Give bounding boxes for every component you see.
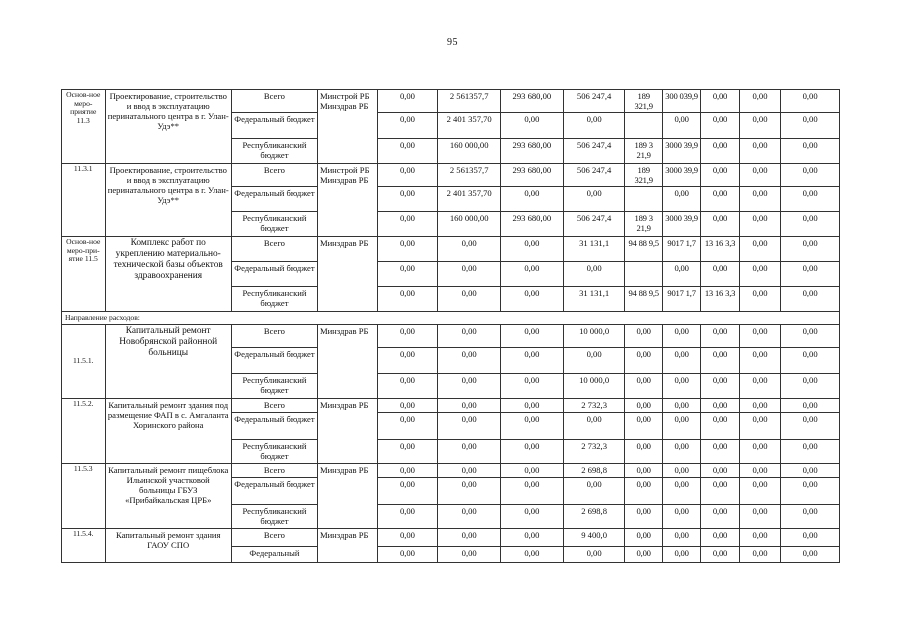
funding-source: Федеральный бюджет — [231, 262, 317, 287]
value-cell: 0,00 — [438, 262, 501, 287]
value-cell: 0,00 — [701, 212, 739, 237]
funding-source: Республиканский бюджет — [231, 139, 317, 164]
value-cell: 3000 39,9 — [662, 164, 700, 187]
measure-code: 11.5.3 — [62, 464, 106, 529]
value-cell: 0,00 — [438, 478, 501, 505]
funding-source: Федеральный бюджет — [231, 113, 317, 139]
value-cell: 0,00 — [781, 164, 840, 187]
measure-name: Капитальный ремонт здания под размещение ФАП в с. Амгаланта Хоринского района — [105, 399, 231, 464]
value-cell: 0,00 — [781, 325, 840, 348]
value-cell: 0,00 — [377, 212, 438, 237]
value-cell: 189 3 21,9 — [625, 139, 662, 164]
funding-source: Федеральный бюджет — [231, 187, 317, 212]
value-cell: 0,00 — [739, 113, 780, 139]
value-cell: 0,00 — [563, 187, 625, 212]
value-cell: 0,00 — [739, 90, 780, 113]
value-cell: 0,00 — [701, 164, 739, 187]
value-cell — [625, 113, 662, 139]
value-cell: 0,00 — [438, 374, 501, 399]
table-row — [62, 164, 840, 187]
value-cell: 94 88 9,5 — [625, 287, 662, 312]
value-cell: 0,00 — [701, 90, 739, 113]
value-cell: 293 680,00 — [501, 212, 564, 237]
funding-source: Всего — [231, 325, 317, 348]
value-cell: 293 680,00 — [501, 90, 564, 113]
value-cell: 0,00 — [501, 237, 564, 262]
value-cell: 94 88 9,5 — [625, 237, 662, 262]
value-cell: 0,00 — [739, 440, 780, 464]
value-cell: 160 000,00 — [438, 212, 501, 237]
value-cell: 0,00 — [377, 374, 438, 399]
executor: Минстрой РБ Минздрав РБ — [317, 164, 377, 237]
value-cell: 0,00 — [701, 325, 739, 348]
value-cell: 0,00 — [501, 464, 564, 478]
value-cell: 2 561357,7 — [438, 164, 501, 187]
value-cell: 10 000,0 — [563, 325, 625, 348]
value-cell: 0,00 — [662, 413, 700, 440]
value-cell: 0,00 — [781, 287, 840, 312]
value-cell: 0,00 — [739, 287, 780, 312]
value-cell: 0,00 — [625, 478, 662, 505]
value-cell: 0,00 — [377, 464, 438, 478]
budget-table — [61, 89, 840, 563]
value-cell: 9017 1,7 — [662, 237, 700, 262]
value-cell: 0,00 — [781, 505, 840, 529]
value-cell: 0,00 — [501, 547, 564, 563]
value-cell: 0,00 — [501, 374, 564, 399]
measure-name: Капитальный ремонт здания ГАОУ СПО — [105, 529, 231, 563]
value-cell: 0,00 — [377, 187, 438, 212]
value-cell: 0,00 — [501, 287, 564, 312]
section-heading: Направление расходов: — [62, 312, 840, 325]
value-cell: 0,00 — [781, 464, 840, 478]
value-cell: 0,00 — [377, 529, 438, 547]
value-cell: 31 131,1 — [563, 287, 625, 312]
value-cell: 0,00 — [662, 262, 700, 287]
value-cell: 0,00 — [438, 413, 501, 440]
value-cell: 0,00 — [701, 187, 739, 212]
value-cell: 0,00 — [438, 440, 501, 464]
value-cell: 0,00 — [625, 547, 662, 563]
value-cell: 13 16 3,3 — [701, 237, 739, 262]
value-cell: 0,00 — [501, 505, 564, 529]
measure-code: 11.5.4. — [62, 529, 106, 563]
value-cell: 0,00 — [377, 90, 438, 113]
value-cell: 0,00 — [501, 529, 564, 547]
value-cell: 0,00 — [501, 478, 564, 505]
funding-source: Всего — [231, 529, 317, 547]
value-cell: 0,00 — [501, 262, 564, 287]
executor: Минздрав РБ — [317, 237, 377, 312]
value-cell: 0,00 — [625, 374, 662, 399]
value-cell: 0,00 — [662, 505, 700, 529]
value-cell — [625, 262, 662, 287]
section-row — [62, 312, 840, 325]
value-cell: 0,00 — [781, 529, 840, 547]
value-cell: 0,00 — [563, 113, 625, 139]
value-cell: 0,00 — [781, 237, 840, 262]
value-cell: 0,00 — [662, 440, 700, 464]
value-cell: 9 400,0 — [563, 529, 625, 547]
measure-code: 11.5.1. — [62, 325, 106, 399]
value-cell: 2 732,3 — [563, 399, 625, 413]
value-cell: 0,00 — [563, 478, 625, 505]
value-cell: 0,00 — [501, 440, 564, 464]
value-cell: 0,00 — [662, 464, 700, 478]
value-cell: 0,00 — [781, 187, 840, 212]
value-cell: 0,00 — [781, 413, 840, 440]
value-cell: 2 401 357,70 — [438, 113, 501, 139]
value-cell: 0,00 — [377, 237, 438, 262]
value-cell: 0,00 — [781, 547, 840, 563]
funding-source: Республиканский бюджет — [231, 212, 317, 237]
table-row — [62, 529, 840, 547]
value-cell: 0,00 — [501, 399, 564, 413]
executor: Минздрав РБ — [317, 399, 377, 464]
funding-source: Республиканский бюджет — [231, 374, 317, 399]
value-cell: 0,00 — [739, 413, 780, 440]
executor: Минстрой РБ Минздрав РБ — [317, 90, 377, 164]
value-cell: 0,00 — [781, 262, 840, 287]
value-cell: 0,00 — [739, 325, 780, 348]
value-cell: 0,00 — [377, 478, 438, 505]
value-cell: 0,00 — [781, 113, 840, 139]
value-cell: 293 680,00 — [501, 139, 564, 164]
value-cell: 0,00 — [377, 287, 438, 312]
value-cell: 0,00 — [625, 399, 662, 413]
value-cell: 0,00 — [377, 113, 438, 139]
value-cell: 0,00 — [377, 262, 438, 287]
value-cell: 0,00 — [625, 529, 662, 547]
value-cell: 0,00 — [377, 413, 438, 440]
value-cell: 0,00 — [701, 505, 739, 529]
value-cell: 0,00 — [701, 529, 739, 547]
executor: Минздрав РБ — [317, 529, 377, 563]
value-cell: 0,00 — [739, 505, 780, 529]
value-cell: 0,00 — [377, 440, 438, 464]
funding-source: Всего — [231, 464, 317, 478]
value-cell: 0,00 — [625, 464, 662, 478]
value-cell: 0,00 — [739, 139, 780, 164]
value-cell: 0,00 — [501, 187, 564, 212]
page-number: 95 — [447, 37, 458, 48]
value-cell: 189 321,9 — [625, 164, 662, 187]
value-cell: 0,00 — [438, 464, 501, 478]
value-cell: 160 000,00 — [438, 139, 501, 164]
value-cell: 0,00 — [701, 440, 739, 464]
value-cell: 0,00 — [377, 164, 438, 187]
measure-name: Капитальный ремонт Новобрянской районной больницы — [105, 325, 231, 399]
funding-source: Всего — [231, 90, 317, 113]
value-cell: 2 732,3 — [563, 440, 625, 464]
value-cell: 0,00 — [739, 212, 780, 237]
value-cell: 0,00 — [662, 529, 700, 547]
value-cell: 0,00 — [781, 374, 840, 399]
funding-source: Республиканский бюджет — [231, 440, 317, 464]
funding-source: Федеральный бюджет — [231, 348, 317, 374]
value-cell: 0,00 — [662, 399, 700, 413]
value-cell: 0,00 — [739, 164, 780, 187]
measure-name: Проектирование, строительство и ввод в эксплуатацию перинатального центра в г. Улан-Удэ** — [105, 164, 231, 237]
value-cell: 0,00 — [739, 187, 780, 212]
value-cell: 0,00 — [377, 399, 438, 413]
value-cell: 0,00 — [781, 348, 840, 374]
measure-name: Комплекс работ по укреплению материально-технической базы объектов здравоохранения — [105, 237, 231, 312]
value-cell: 0,00 — [701, 374, 739, 399]
value-cell: 0,00 — [701, 348, 739, 374]
value-cell: 0,00 — [739, 399, 780, 413]
value-cell: 0,00 — [662, 348, 700, 374]
value-cell: 0,00 — [438, 529, 501, 547]
value-cell: 0,00 — [781, 440, 840, 464]
table-row — [62, 90, 840, 113]
value-cell: 0,00 — [625, 413, 662, 440]
value-cell: 10 000,0 — [563, 374, 625, 399]
value-cell: 0,00 — [701, 547, 739, 563]
value-cell: 293 680,00 — [501, 164, 564, 187]
value-cell: 31 131,1 — [563, 237, 625, 262]
value-cell: 0,00 — [701, 413, 739, 440]
value-cell: 0,00 — [501, 348, 564, 374]
funding-source: Всего — [231, 237, 317, 262]
value-cell: 0,00 — [739, 237, 780, 262]
value-cell: 189 321,9 — [625, 90, 662, 113]
measure-code: 11.5.2. — [62, 399, 106, 464]
value-cell: 0,00 — [625, 348, 662, 374]
value-cell: 506 247,4 — [563, 164, 625, 187]
executor: Минздрав РБ — [317, 325, 377, 399]
value-cell: 0,00 — [701, 478, 739, 505]
funding-source: Всего — [231, 399, 317, 413]
value-cell: 0,00 — [563, 348, 625, 374]
value-cell: 0,00 — [438, 505, 501, 529]
value-cell: 300 039,9 — [662, 90, 700, 113]
value-cell: 0,00 — [625, 325, 662, 348]
value-cell: 0,00 — [377, 505, 438, 529]
value-cell: 0,00 — [438, 325, 501, 348]
value-cell: 2 698,8 — [563, 505, 625, 529]
value-cell: 13 16 3,3 — [701, 287, 739, 312]
measure-name: Капитальный ремонт пищеблока Ильинской участковой больницы ГБУЗ «Прибайкальская ЦРБ» — [105, 464, 231, 529]
funding-source: Республиканский бюджет — [231, 287, 317, 312]
value-cell: 0,00 — [781, 399, 840, 413]
value-cell: 0,00 — [501, 325, 564, 348]
funding-source: Федеральный — [231, 547, 317, 563]
value-cell: 0,00 — [781, 478, 840, 505]
value-cell: 0,00 — [739, 478, 780, 505]
value-cell: 0,00 — [501, 113, 564, 139]
measure-name: Проектирование, строительство и ввод в эксплуатацию перинатального центра в г. Улан-Удэ** — [105, 90, 231, 164]
executor: Минздрав РБ — [317, 464, 377, 529]
value-cell: 3000 39,9 — [662, 139, 700, 164]
value-cell: 3000 39,9 — [662, 212, 700, 237]
value-cell: 0,00 — [781, 139, 840, 164]
value-cell — [625, 187, 662, 212]
value-cell: 0,00 — [377, 348, 438, 374]
table-row — [62, 464, 840, 478]
value-cell: 0,00 — [563, 547, 625, 563]
value-cell: 0,00 — [377, 547, 438, 563]
value-cell: 0,00 — [563, 413, 625, 440]
value-cell: 0,00 — [701, 399, 739, 413]
value-cell: 0,00 — [438, 399, 501, 413]
value-cell: 2 698,8 — [563, 464, 625, 478]
value-cell: 0,00 — [662, 325, 700, 348]
value-cell: 0,00 — [739, 262, 780, 287]
value-cell: 0,00 — [739, 374, 780, 399]
value-cell: 0,00 — [781, 212, 840, 237]
table-row — [62, 325, 840, 348]
value-cell: 0,00 — [563, 262, 625, 287]
value-cell: 0,00 — [501, 413, 564, 440]
value-cell: 0,00 — [625, 505, 662, 529]
value-cell: 0,00 — [739, 547, 780, 563]
value-cell: 0,00 — [739, 348, 780, 374]
value-cell: 0,00 — [662, 374, 700, 399]
value-cell: 0,00 — [377, 325, 438, 348]
value-cell: 0,00 — [701, 139, 739, 164]
funding-source: Всего — [231, 164, 317, 187]
value-cell: 0,00 — [438, 237, 501, 262]
value-cell: 0,00 — [739, 529, 780, 547]
table-row — [62, 237, 840, 262]
funding-source: Федеральный бюджет — [231, 413, 317, 440]
measure-code: 11.3.1 — [62, 164, 106, 237]
table-body — [62, 90, 840, 563]
value-cell: 0,00 — [625, 440, 662, 464]
value-cell: 2 401 357,70 — [438, 187, 501, 212]
value-cell: 0,00 — [739, 464, 780, 478]
value-cell: 2 561357,7 — [438, 90, 501, 113]
measure-code: Основ-ное меро-приятие 11.3 — [62, 90, 106, 164]
value-cell: 0,00 — [662, 187, 700, 212]
value-cell: 0,00 — [438, 287, 501, 312]
value-cell: 0,00 — [781, 90, 840, 113]
value-cell: 0,00 — [662, 547, 700, 563]
table-row — [62, 399, 840, 413]
value-cell: 0,00 — [377, 139, 438, 164]
value-cell: 189 3 21,9 — [625, 212, 662, 237]
value-cell: 0,00 — [701, 113, 739, 139]
value-cell: 0,00 — [438, 348, 501, 374]
funding-source: Федеральный бюджет — [231, 478, 317, 505]
value-cell: 506 247,4 — [563, 139, 625, 164]
value-cell: 9017 1,7 — [662, 287, 700, 312]
funding-source: Республиканский бюджет — [231, 505, 317, 529]
value-cell: 506 247,4 — [563, 90, 625, 113]
value-cell: 0,00 — [438, 547, 501, 563]
value-cell: 0,00 — [662, 478, 700, 505]
value-cell: 0,00 — [662, 113, 700, 139]
value-cell: 506 247,4 — [563, 212, 625, 237]
measure-code: Основ-ное меро-при-ятие 11.5 — [62, 237, 106, 312]
value-cell: 0,00 — [701, 262, 739, 287]
value-cell: 0,00 — [701, 464, 739, 478]
